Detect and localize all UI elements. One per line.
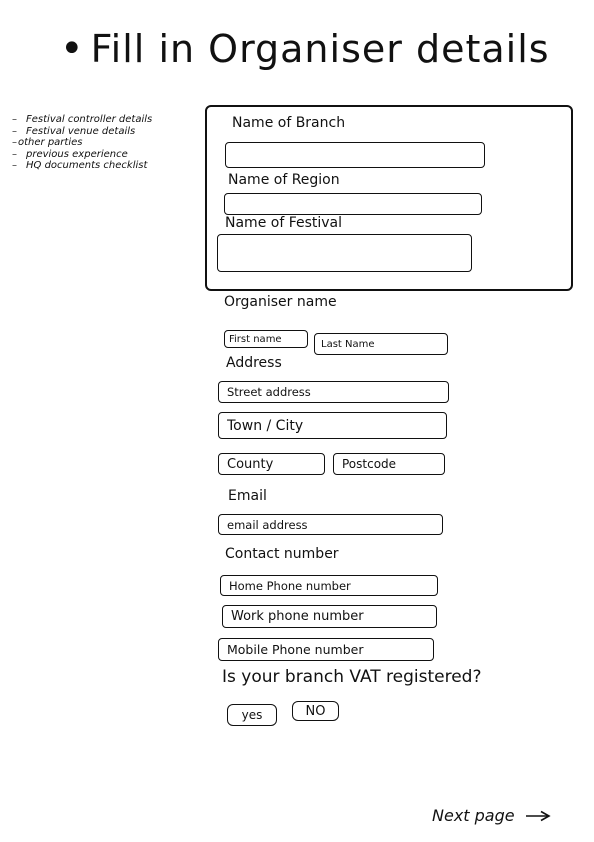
festival-name-label: Name of Festival: [225, 215, 343, 231]
county-input[interactable]: [218, 453, 325, 475]
branch-name-input[interactable]: [225, 142, 485, 168]
sidebar-item-label: Festival venue details: [26, 125, 136, 137]
work-phone-input[interactable]: [222, 605, 437, 628]
no-button[interactable]: NO: [292, 701, 339, 721]
home-phone-input[interactable]: [220, 575, 438, 596]
arrow-right-icon: [525, 810, 551, 822]
mobile-phone-input[interactable]: [218, 638, 434, 661]
festival-name-input[interactable]: [217, 234, 472, 272]
sidebar-item-hq-documents[interactable]: [12, 160, 152, 172]
sidebar-item-festival-controller[interactable]: [12, 114, 152, 126]
next-page-label: Next page: [432, 806, 515, 825]
sidebar-item-other-parties[interactable]: [12, 137, 152, 149]
postcode-input[interactable]: [333, 453, 445, 475]
branch-name-label: Name of Branch: [232, 115, 346, 131]
street-address-input[interactable]: [218, 381, 449, 403]
dash-icon: –: [12, 137, 17, 148]
dash-icon: –: [12, 125, 17, 137]
sidebar-nav: [12, 114, 152, 172]
address-heading: Address: [226, 355, 282, 371]
vat-question: Is your branch VAT registered?: [222, 667, 482, 687]
sidebar-item-festival-venue[interactable]: [12, 126, 152, 138]
sidebar-item-label: previous experience: [26, 148, 128, 160]
sidebar-item-label: other parties: [18, 137, 83, 148]
sidebar-item-label: HQ documents checklist: [26, 160, 148, 171]
region-name-label: Name of Region: [228, 172, 340, 188]
contact-number-heading: Contact number: [225, 546, 339, 562]
email-input[interactable]: [218, 514, 443, 535]
page-title: [60, 26, 550, 72]
next-page-link[interactable]: [432, 806, 551, 825]
email-heading: Email: [228, 488, 267, 504]
dash-icon: –: [12, 160, 17, 171]
first-name-input[interactable]: [224, 330, 308, 348]
sidebar-item-label: Festival controller details: [26, 114, 153, 125]
town-city-input[interactable]: [218, 412, 447, 439]
dash-icon: –: [12, 114, 17, 125]
yes-button[interactable]: yes: [227, 704, 277, 726]
dash-icon: –: [12, 148, 17, 160]
last-name-input[interactable]: [314, 333, 448, 355]
region-name-input[interactable]: [224, 193, 482, 215]
sidebar-item-previous-experience[interactable]: [12, 149, 152, 161]
page-title-text: Fill in Organiser details: [90, 27, 550, 71]
organiser-name-heading: Organiser name: [224, 294, 337, 310]
title-bullet: •: [60, 26, 85, 72]
